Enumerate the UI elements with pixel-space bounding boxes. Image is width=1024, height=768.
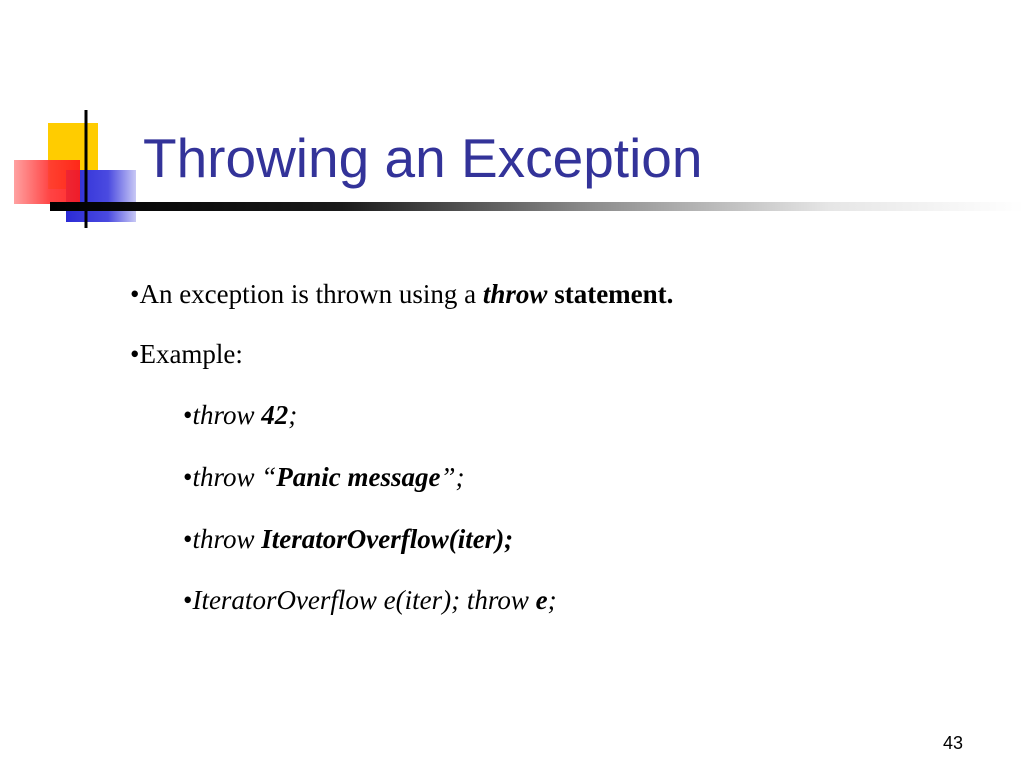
example-code-bold: IteratorOverflow(iter);: [261, 524, 514, 554]
bullet-marker: •: [183, 585, 193, 615]
bullet-marker: •: [183, 462, 193, 492]
example-item: [183, 399, 297, 431]
example-code: IteratorOverflow e(iter); throw: [192, 585, 536, 615]
example-code: throw “: [192, 462, 277, 492]
bullet-text: Example:: [139, 339, 243, 369]
bullet-marker: •: [183, 524, 193, 554]
slide-title: Throwing an Exception: [143, 127, 703, 189]
example-item: [183, 461, 465, 493]
bullet-marker: •: [130, 279, 140, 309]
example-code: throw: [192, 524, 262, 554]
bullet-text: An exception is thrown using a: [139, 279, 483, 309]
slide-number: 43: [942, 733, 963, 753]
bullet-text-bold: statement.: [547, 279, 674, 309]
bullet-item: [130, 338, 243, 370]
example-item: [183, 584, 557, 616]
example-code: throw: [192, 400, 262, 430]
example-code-tail: ”;: [440, 462, 465, 492]
example-code-bold: e: [535, 585, 548, 615]
example-code-bold: 42: [261, 400, 289, 430]
keyword-throw: throw: [482, 279, 548, 309]
bullet-marker: •: [183, 400, 193, 430]
example-code-tail: ;: [547, 585, 557, 615]
example-code-tail: ;: [288, 400, 298, 430]
example-code-bold: Panic message: [276, 462, 441, 492]
bullet-marker: •: [130, 339, 140, 369]
bullet-item: [130, 278, 673, 310]
example-item: [183, 523, 513, 555]
